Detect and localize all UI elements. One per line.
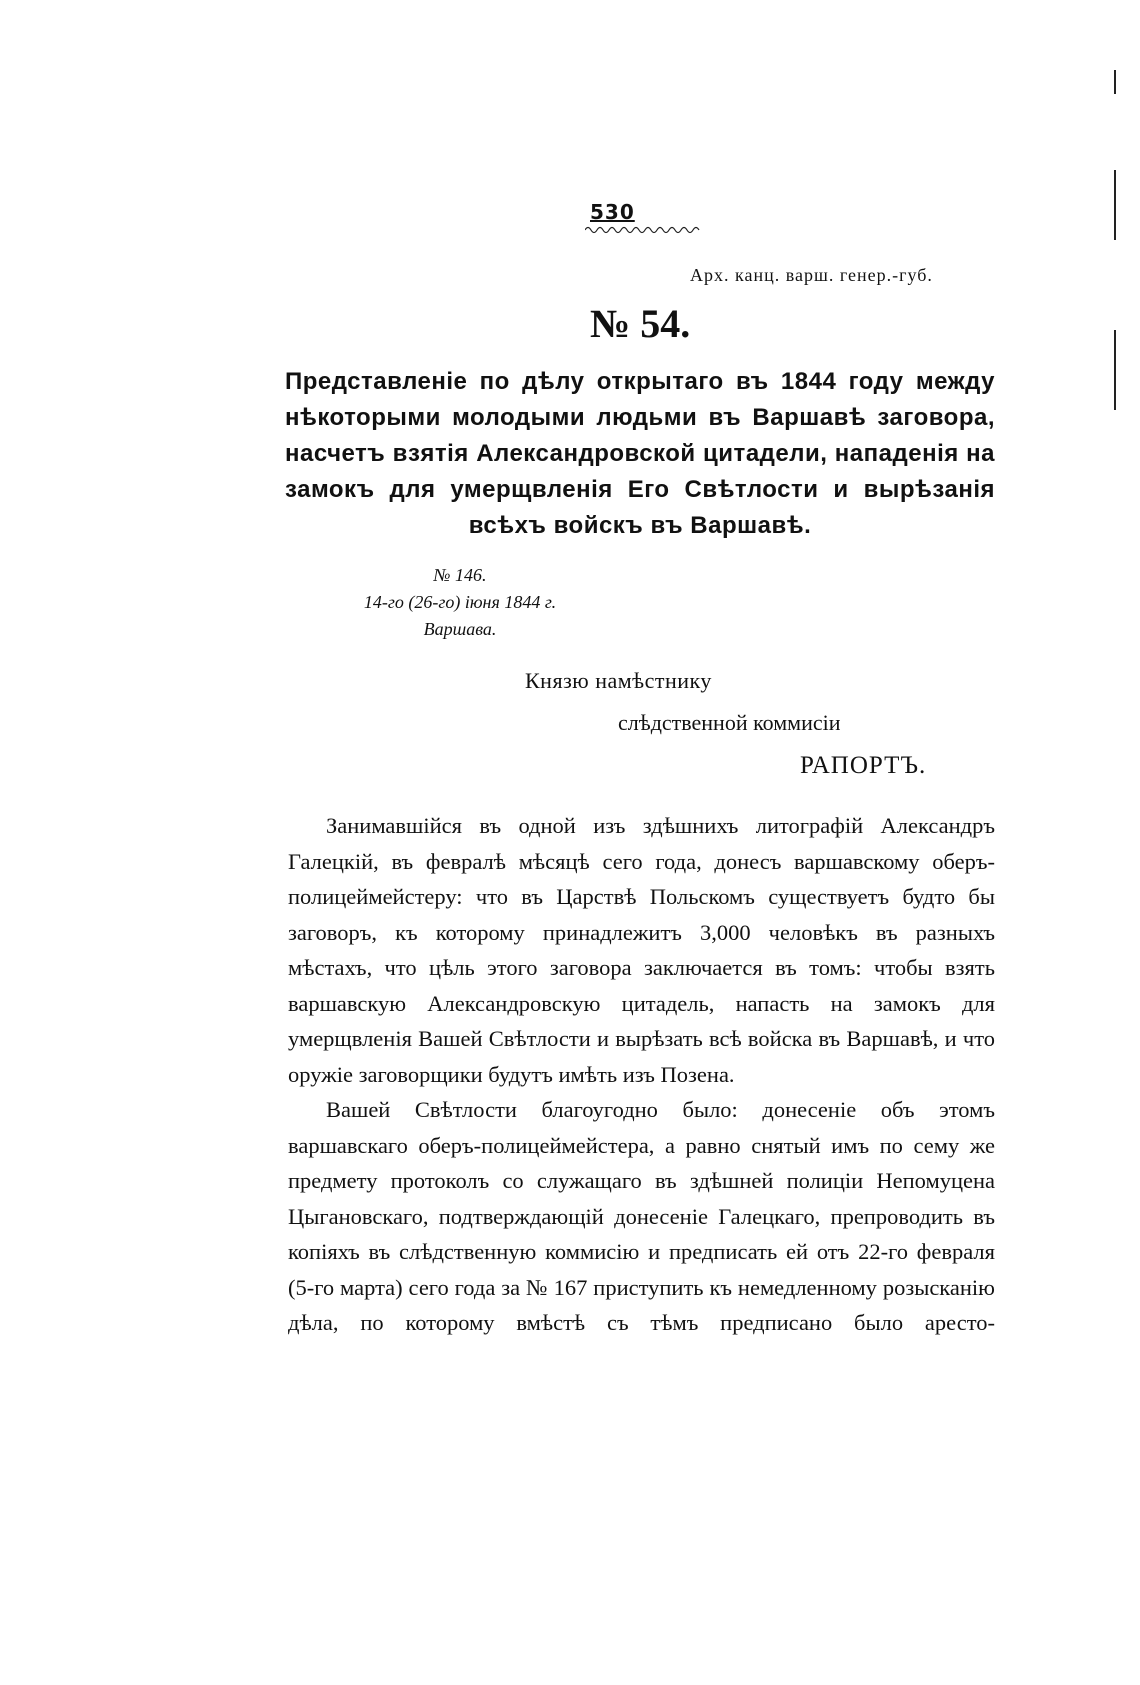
document-title: Представленіе по дѣлу открытаго въ 1844 году между нѣкоторыми молодыми людьми въ Варшавѣ заговора, насчетъ взятія Александровской цитадели, нападенія на замокъ для умерщвленія Его Свѣтлости и вырѣзанія всѣхъ войскъ въ Варшавѣ. [285,368,995,539]
meta-date: 14-го (26-го) іюня 1844 г. [363,592,557,612]
paragraph: Занимавшійся въ одной изъ здѣшнихъ литографій Александръ Галецкій, въ февралѣ мѣсяцѣ сего года, донесъ варшавскому оберъ-полицеймейстеру: что въ Царствѣ Польскомъ существуетъ будто бы заговоръ, къ которому принадлежитъ 3,000 человѣкъ въ разныхъ мѣстахъ, что цѣль этого заговора заключается въ томъ: чтобы взять варшавскую Александровскую цитадель, напасть на замокъ для умерщвленія Вашей Свѣтлости и вырѣзать всѣ войска въ Варшавѣ, и что оружіе заговорщики будутъ имѣть изъ Позена. [288,813,995,1087]
archive-source: Арх. канц. варш. генер.-губ. [690,265,933,285]
document-number: № 54. [590,301,691,346]
meta-number: № 146. [433,565,487,585]
paragraph: Вашей Свѣтлости благоугодно было: донесеніе объ этомъ варшавскаго оберъ-полицеймейстера, а равно снятый имъ по сему же предмету протоколъ со служащаго въ здѣшней полиціи Непомуцена Цыгановскаго, подтверждающій донесеніе Галецкаго, препроводить въ копіяхъ въ слѣдственную коммисію и предписать ей отъ 22-го февраля (5-го марта) сего года за № 167 приступить къ немедленному розысканію дѣла, по которому вмѣстѣ съ тѣмъ предписано было аресто- [288,1097,995,1335]
scan-edge-mark [1114,170,1116,240]
report-heading: РАПОРТЪ. [800,752,927,779]
report-body [288,808,995,1341]
page-number: 530 [590,200,635,224]
document-meta [330,562,590,643]
scan-edge-mark [1114,70,1116,94]
scan-edge-mark [1114,330,1116,410]
meta-place: Варшава. [423,619,497,639]
wavy-ornament [585,224,705,236]
addressee-line-2: слѣдственной коммисіи [618,710,841,735]
addressee-line-1: Князю намѣстнику [525,668,712,693]
